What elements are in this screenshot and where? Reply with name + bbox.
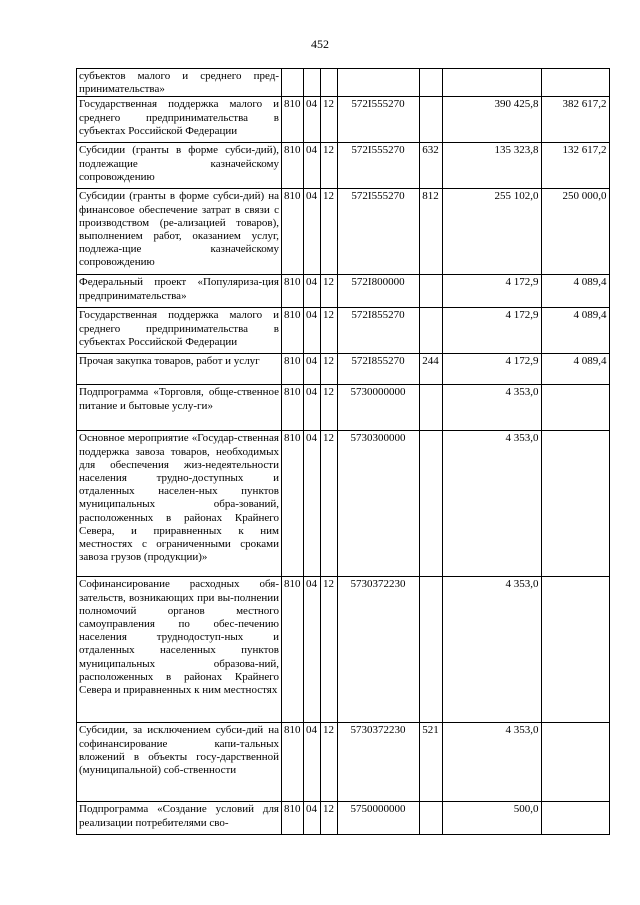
row-sum-2: 4 089,4 — [541, 308, 609, 354]
row-target-code: 572I800000 — [337, 275, 419, 308]
row-sum-1: 4 353,0 — [442, 431, 541, 577]
row-section-code: 04 — [303, 354, 320, 385]
row-expense-type — [419, 385, 442, 431]
row-expense-type: 632 — [419, 143, 442, 189]
row-subsection-code: 12 — [320, 385, 337, 431]
row-section-code: 04 — [303, 143, 320, 189]
row-subsection-code: 12 — [320, 275, 337, 308]
row-name: Софинансирование расходных обя-зательств, возникающих при вы-полнении полномочий органов местного самоуправления по обес-печению населения труднодоступ-ных и отдаленных населенных пунктов муниципальных образова-ний, расположенных в районах Крайнего Севера и приравненных к ним местностях — [77, 577, 282, 723]
row-subsection-code: 12 — [320, 354, 337, 385]
row-name: Федеральный проект «Популяриза-ция предпринимательства» — [77, 275, 282, 308]
row-name: Подпрограмма «Создание условий для реализации потребителями сво- — [77, 802, 282, 835]
row-section-code: 04 — [303, 308, 320, 354]
row-subsection-code: 12 — [320, 308, 337, 354]
row-sum-2: 250 000,0 — [541, 189, 609, 275]
table-row — [77, 577, 610, 723]
row-sum-1: 390 425,8 — [442, 97, 541, 143]
row-sum-1 — [442, 69, 541, 97]
row-subsection-code: 12 — [320, 97, 337, 143]
page-number: 452 — [311, 37, 329, 51]
row-target-code: 5730372230 — [337, 723, 419, 802]
row-target-code: 572I555270 — [337, 189, 419, 275]
row-target-code: 572I555270 — [337, 143, 419, 189]
row-target-code: 5730000000 — [337, 385, 419, 431]
row-sum-2 — [541, 577, 609, 723]
row-sum-2: 4 089,4 — [541, 354, 609, 385]
row-expense-type: 812 — [419, 189, 442, 275]
row-ministry-code — [282, 69, 304, 97]
row-subsection-code: 12 — [320, 577, 337, 723]
row-sum-1: 4 172,9 — [442, 308, 541, 354]
row-subsection-code — [320, 69, 337, 97]
row-expense-type — [419, 577, 442, 723]
table-row — [77, 431, 610, 577]
row-ministry-code: 810 — [282, 189, 304, 275]
row-sum-2 — [541, 431, 609, 577]
row-target-code: 5750000000 — [337, 802, 419, 835]
table-row — [77, 308, 610, 354]
row-section-code: 04 — [303, 385, 320, 431]
row-target-code: 572I555270 — [337, 97, 419, 143]
row-ministry-code: 810 — [282, 577, 304, 723]
row-ministry-code: 810 — [282, 143, 304, 189]
budget-table — [76, 68, 610, 835]
row-subsection-code: 12 — [320, 189, 337, 275]
row-sum-2 — [541, 723, 609, 802]
row-ministry-code: 810 — [282, 275, 304, 308]
row-name: Субсидии, за исключением субси-дий на софинансирование капи-тальных вложений в объекты госу-дарственной (муниципальной) соб-ственности — [77, 723, 282, 802]
row-sum-1: 4 172,9 — [442, 275, 541, 308]
row-ministry-code: 810 — [282, 385, 304, 431]
row-sum-2 — [541, 802, 609, 835]
table-row — [77, 275, 610, 308]
row-expense-type — [419, 275, 442, 308]
row-expense-type — [419, 97, 442, 143]
row-ministry-code: 810 — [282, 431, 304, 577]
row-sum-1: 500,0 — [442, 802, 541, 835]
row-expense-type: 521 — [419, 723, 442, 802]
table-row — [77, 354, 610, 385]
row-target-code: 5730372230 — [337, 577, 419, 723]
row-sum-2: 4 089,4 — [541, 275, 609, 308]
row-subsection-code: 12 — [320, 802, 337, 835]
row-section-code: 04 — [303, 431, 320, 577]
row-subsection-code: 12 — [320, 143, 337, 189]
row-expense-type: 244 — [419, 354, 442, 385]
row-sum-1: 255 102,0 — [442, 189, 541, 275]
row-subsection-code: 12 — [320, 431, 337, 577]
row-section-code: 04 — [303, 97, 320, 143]
row-name: Государственная поддержка малого и среднего предпринимательства в субъектах Российской Федерации — [77, 97, 282, 143]
table-row — [77, 189, 610, 275]
table-row — [77, 69, 610, 97]
row-sum-1: 4 172,9 — [442, 354, 541, 385]
row-sum-2 — [541, 69, 609, 97]
row-ministry-code: 810 — [282, 802, 304, 835]
row-name: Прочая закупка товаров, работ и услуг — [77, 354, 282, 385]
table-row — [77, 723, 610, 802]
row-sum-2: 382 617,2 — [541, 97, 609, 143]
row-name: Субсидии (гранты в форме субси-дий), подлежащие казначейскому сопровождению — [77, 143, 282, 189]
row-sum-1: 135 323,8 — [442, 143, 541, 189]
row-name: субъектов малого и среднего пред-принимательства» — [77, 69, 282, 97]
table-row — [77, 143, 610, 189]
row-sum-1: 4 353,0 — [442, 577, 541, 723]
row-expense-type — [419, 69, 442, 97]
row-section-code: 04 — [303, 189, 320, 275]
row-subsection-code: 12 — [320, 723, 337, 802]
row-name: Государственная поддержка малого и среднего предпринимательства в субъектах Российской Федерации — [77, 308, 282, 354]
row-expense-type — [419, 802, 442, 835]
row-section-code: 04 — [303, 577, 320, 723]
row-sum-2 — [541, 385, 609, 431]
row-section-code: 04 — [303, 802, 320, 835]
table-row — [77, 802, 610, 835]
row-target-code: 572I855270 — [337, 354, 419, 385]
row-target-code — [337, 69, 419, 97]
row-sum-2: 132 617,2 — [541, 143, 609, 189]
row-section-code — [303, 69, 320, 97]
row-section-code: 04 — [303, 275, 320, 308]
table-row — [77, 385, 610, 431]
row-sum-1: 4 353,0 — [442, 385, 541, 431]
row-ministry-code: 810 — [282, 97, 304, 143]
row-ministry-code: 810 — [282, 723, 304, 802]
row-expense-type — [419, 308, 442, 354]
row-name: Подпрограмма «Торговля, обще-ственное питание и бытовые услу-ги» — [77, 385, 282, 431]
row-sum-1: 4 353,0 — [442, 723, 541, 802]
row-name: Субсидии (гранты в форме субси-дий) на финансовое обеспечение затрат в связи с производством (ре-ализацией товаров), выполнением работ, оказанием услуг, подлежа-щие казначейскому сопровождению — [77, 189, 282, 275]
row-section-code: 04 — [303, 723, 320, 802]
row-name: Основное мероприятие «Государ-ственная поддержка завоза товаров, необходимых для обеспечения жиз-недеятельности населения трудно-доступных и отдаленных населен-ных пунктов муниципальных обра-зований, расположенных в районах Крайнего Севера, и приравненных к ним местностях с ограниченными сроками завоза грузов (продукции)» — [77, 431, 282, 577]
row-expense-type — [419, 431, 442, 577]
row-target-code: 5730300000 — [337, 431, 419, 577]
table-row — [77, 97, 610, 143]
row-ministry-code: 810 — [282, 354, 304, 385]
row-ministry-code: 810 — [282, 308, 304, 354]
row-target-code: 572I855270 — [337, 308, 419, 354]
